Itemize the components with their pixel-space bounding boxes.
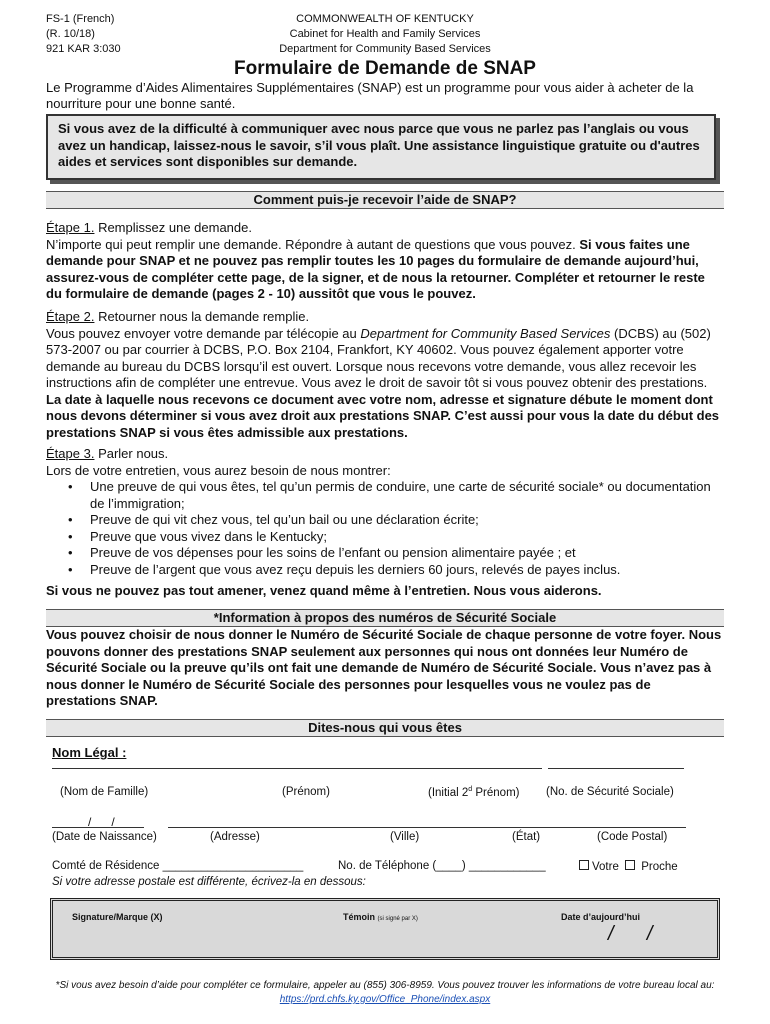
state-label: (État) (512, 831, 541, 843)
date-slashes: / / (608, 923, 653, 945)
page-title: Formulaire de Demande de SNAP (234, 58, 536, 79)
list-item: • Preuve de qui vit chez vous, tel qu’un bail ou une déclaration écrite; (46, 512, 724, 529)
witness-input-area[interactable] (343, 929, 543, 951)
step-1 (46, 220, 724, 303)
near-phone-checkbox[interactable] (625, 860, 635, 870)
name-input-line[interactable] (52, 768, 542, 769)
middle-initial-sup: d (468, 786, 473, 793)
city-label: (Ville) (390, 831, 420, 843)
proof-list (46, 479, 724, 578)
witness-label: Témoin (343, 912, 376, 922)
signature-input-area[interactable] (61, 929, 331, 951)
step-3-title: Parler nous. (98, 446, 169, 461)
step-2-label: Étape 2. (46, 309, 95, 324)
agency-line-1: COMMONWEALTH OF KENTUCKY (296, 13, 474, 25)
step-1-text: N’importe qui peut remplir une demande. Répondre à autant de questions que vous pouvez. (46, 236, 576, 252)
ssn-input-line[interactable] (548, 768, 684, 769)
form-regulation: 921 KAR 3:030 (46, 43, 121, 55)
near-phone-label: Proche (641, 861, 678, 873)
list-item: • Preuve de l’argent que vous avez reçu depuis les derniers 60 jours, relevés de payes inclus. (46, 562, 724, 579)
agency-line-3: Department for Community Based Services (279, 43, 491, 55)
county-field[interactable]: Comté de Résidence ______________________ (52, 860, 304, 872)
step-2-text-a: Vous pouvez envoyer votre demande par télécopie au (46, 325, 357, 341)
step-2-bold: La date à laquelle nous recevons ce document avec votre nom, adresse et signature débute le moment dont nous devons déterminer si vous avez droit aux prestations SNAP. C’est aussi pour vous la date du début des prestations SNAP si vous êtes admissible aux prestations. (46, 391, 720, 440)
section-heading-who-you-are: Dites-nous qui vous êtes (46, 719, 724, 737)
list-item: • Preuve que vous vivez dans le Kentucky; (46, 529, 724, 546)
first-name-label: (Prénom) (282, 786, 330, 798)
step-3 (46, 446, 724, 600)
phone-field[interactable]: No. de Téléphone (____) ____________ (338, 860, 546, 872)
list-item: • Preuve de vos dépenses pour les soins de l’enfant ou pension alimentaire payée ; et (46, 545, 724, 562)
ssn-label: (No. de Sécurité Sociale) (546, 786, 674, 798)
footer-note (40, 979, 730, 1007)
address-label: (Adresse) (210, 831, 260, 843)
form-revision: (R. 10/18) (46, 28, 95, 40)
list-item: • Une preuve de qui vous êtes, tel qu’un permis de conduire, une carte de sécurité sociale* ou documentation de l’immigration; (46, 479, 724, 512)
phone-type-options (576, 860, 678, 873)
step-3-text: Lors de votre entretien, vous aurez besoin de nous montrer: (46, 462, 391, 478)
step-1-title: Remplissez une demande. (98, 220, 252, 235)
section-heading-ssn: *Information à propos des numéros de Sécurité Sociale (46, 609, 724, 627)
intro-text: Le Programme d’Aides Alimentaires Supplémentaires (SNAP) est un programme pour vous aider à acheter de la nourriture pour une bonne santé. (46, 80, 694, 111)
form-identifier (46, 12, 121, 57)
step-2 (46, 309, 724, 441)
step-3-closing: Si vous ne pouvez pas tout amener, venez quand même à l’entretien. Nous vous aiderons. (46, 583, 602, 598)
step-3-label: Étape 3. (46, 446, 95, 461)
step-1-label: Étape 1. (46, 220, 95, 235)
middle-initial-text: (Initial 2 (428, 786, 469, 799)
dob-slashes: / / (88, 815, 115, 829)
ssn-info-text: Vous pouvez choisir de nous donner le Numéro de Sécurité Sociale de chaque personne de votre foyer. Nous pouvons donner des prestations SNAP seulement aux personnes qui nous ont données leur Numéro de Sécurité Sociale ou la preuve qu’ils ont fait une demande de Numéro de Sécurité Sociale. Vous n’avez pas à nous donner le Numéro de Sécurité Sociale des personnes pour lesquelles vous ne voulez pas de prestations SNAP. (46, 627, 722, 708)
dob-label: (Date de Naissance) (52, 831, 157, 843)
legal-name-label: Nom Légal : (52, 745, 127, 760)
middle-initial-label (428, 786, 519, 799)
own-phone-label: Votre (592, 861, 619, 873)
language-assistance-notice (46, 114, 716, 180)
signature-label: Signature/Marque (X) (72, 912, 163, 922)
middle-initial-end: Prénom) (472, 786, 520, 799)
dob-input-line[interactable] (52, 827, 144, 828)
witness-note: (si signé par X) (377, 916, 418, 922)
step-2-title: Retourner nous la demande remplie. (98, 309, 310, 324)
step-2-agency: Department for Community Based Services (360, 325, 611, 341)
notice-text: Si vous avez de la difficulté à communiquer avec nous parce que vous ne parlez pas l’anglais ou vous avez un handicap, laissez-nous le savoir, s’il vous plaît. Une assistance linguistique gratuite ou d'autres aides et services sont disponibles sur demande. (58, 121, 700, 169)
witness-field (343, 912, 418, 922)
signature-box (50, 898, 720, 960)
zip-label: (Code Postal) (597, 831, 668, 843)
own-phone-checkbox[interactable] (579, 860, 589, 870)
step-1-bold: Si vous faites une demande pour SNAP et ne pouvez pas remplir toutes les 10 pages du formulaire de demande aujourd’hui, assurez-vous de compléter cette page, de la signer, et de nous la retourner. Compléter et retourner le reste du formulaire de demande (pages 2 - 10) aussitôt que vous le pouvez. (46, 236, 705, 301)
office-phone-link[interactable]: https://prd.chfs.ky.gov/Office_Phone/index.aspx (279, 994, 491, 1005)
date-label: Date d’aujourd’hui (561, 912, 641, 922)
step-2-text-b: (DCBS) au (502) 573-2007 ou par courrier à DCBS, P.O. Box 2104, Frankfort, KY 40602. Vous pouvez également apporter votre demande au bureau du DCBS lorsqu’il est ouvert. Lorsque nous recevons votre demande, vous allez recevoir les instructions afin de compléter une entrevue. Vous avez le droit de savoir tôt si vous pouvez obtenir des prestations. (46, 325, 711, 390)
last-name-label: (Nom de Famille) (60, 786, 149, 798)
footer-text: *Si vous avez besoin d’aide pour compléter ce formulaire, appeler au (855) 306-8959. Vous pouvez trouver les informations de votre bureau local au: (55, 980, 715, 991)
form-id: FS-1 (French) (46, 13, 115, 25)
section-heading-how-to-apply: Comment puis-je recevoir l’aide de SNAP? (46, 191, 724, 209)
agency-header (230, 12, 540, 57)
agency-line-2: Cabinet for Health and Family Services (289, 28, 481, 40)
address-input-line[interactable] (168, 827, 686, 828)
mailing-address-note: Si votre adresse postale est différente, écrivez-la en dessous: (52, 876, 366, 888)
